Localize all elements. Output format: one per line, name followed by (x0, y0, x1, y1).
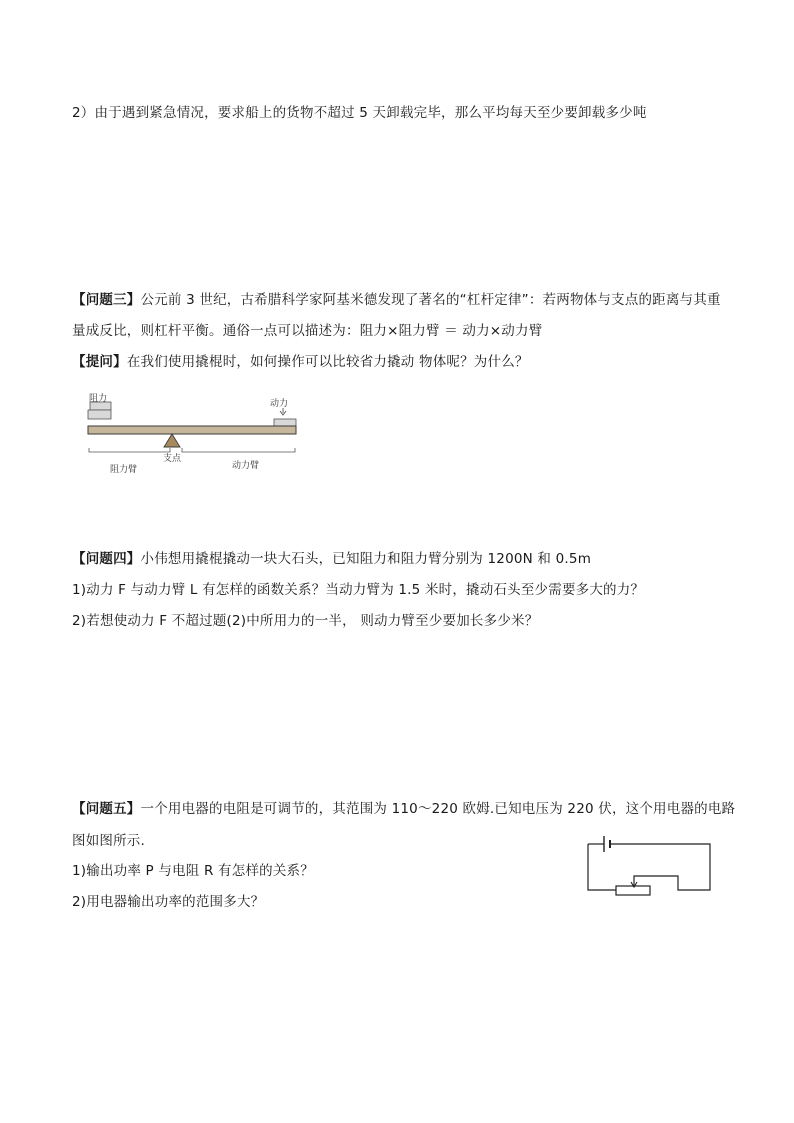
q5-line1-text: 一个用电器的电阻是可调节的，其范围为 110～220 欧姆.已知电压为 220 伏，这个用电器的电路 (140, 801, 736, 817)
effort-arm-brace (182, 448, 295, 452)
lever-bar (88, 426, 296, 434)
fulcrum-label: 支点 (163, 454, 182, 464)
q2-part2: 2）由于遇到紧急情况，要求船上的货物不超过 5 天卸载完毕，那么平均每天至少要卸载多少吨 (72, 105, 647, 121)
q5-part2: 2)用电器输出功率的范围多大？ (72, 894, 265, 910)
q5-tag: 【问题五】 (72, 801, 141, 817)
resistor (616, 886, 650, 895)
resistance-arm-label: 阻力臂 (110, 465, 138, 475)
q3-line1 (72, 290, 721, 310)
left-wire (588, 844, 616, 890)
q5-part1: 1)输出功率 P 与电阻 R 有怎样的关系？ (72, 863, 314, 879)
right-wire (610, 844, 710, 890)
q4-part1: 1)动力 F 与动力臂 L 有怎样的函数关系？当动力臂为 1.5 米时，撬动石头至少需要多大的力？ (72, 582, 645, 598)
circuit-diagram (580, 830, 720, 908)
q5-line2: 图如图所示. (72, 833, 145, 849)
q4-line1-text: 小伟想用撬棍撬动一块大石头，已知阻力和阻力臂分别为 1200N 和 0.5m (140, 551, 592, 567)
q4-tag: 【问题四】 (72, 551, 141, 567)
effort-label: 动力 (270, 399, 289, 409)
resistance-load (88, 410, 111, 419)
q3-ask (72, 352, 529, 372)
q3-ask-tag: 【提问】 (72, 354, 127, 370)
q3-line1-text: 公元前 3 世纪，古希腊科学家阿基米德发现了著名的“杠杆定律”：若两物体与支点的距离与其重 (140, 292, 721, 308)
q3-ask-text: 在我们使用撬棍时，如何操作可以比较省力撬动 物体呢？为什么？ (126, 354, 529, 370)
resistance-label: 阻力 (89, 394, 108, 404)
resistance-arm-brace (89, 448, 170, 452)
q3-tag: 【问题三】 (72, 292, 141, 308)
effort-pad (274, 419, 296, 426)
effort-arrow-icon (280, 408, 286, 415)
q5-line1 (72, 799, 735, 819)
lever-diagram (84, 390, 306, 480)
effort-arm-label: 动力臂 (232, 461, 260, 471)
fulcrum-triangle (164, 434, 180, 447)
q4-part2: 2)若想使动力 F 不超过题(2)中所用力的一半， 则动力臂至少要加长多少米？ (72, 613, 539, 629)
q4-line1 (72, 549, 591, 569)
q3-line2: 量成反比，则杠杆平衡。通俗一点可以描述为：阻力×阻力臂 ＝ 动力×动力臂 (72, 323, 543, 339)
